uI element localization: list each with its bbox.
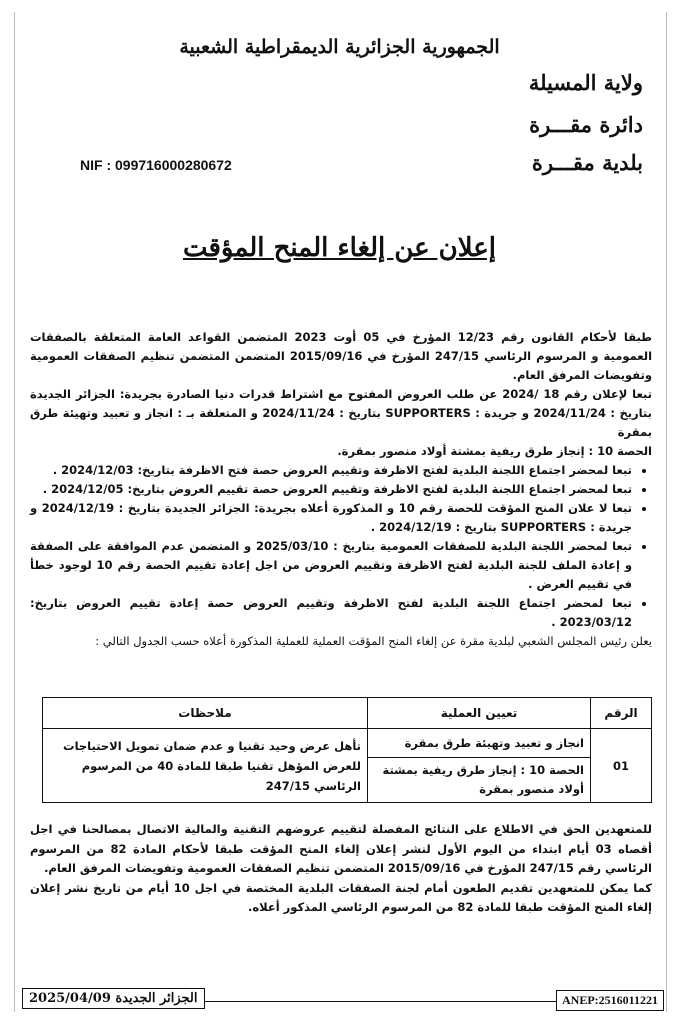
col-number-header: الرقم (591, 698, 652, 729)
newspaper-date-box (22, 988, 205, 1009)
closing-text (30, 820, 652, 918)
row-number: 01 (591, 729, 652, 803)
procedure-item: • تبعا لمحضر اجتماع اللجنة البلدية لفتح الاظرفة وتقييم العروض حصة إعادة تقييم العروض بتاريخ: 2023/03/12 . (30, 594, 632, 632)
table-header-row (43, 698, 652, 729)
row-remarks: تأهل عرض وحيد تقنيا و عدم ضمان تمويل الاحتياجات للعرض المؤهل تقنيا طبقا للمادة 40 من المرسوم الرئاسي 247/15 (43, 729, 368, 803)
procedure-item: • تبعا لمحضر اجتماع اللجنة البلدية لفتح الاظرفة وتقييم العروض حصة فتح الاظرفة بتاريخ: 2024/12/03 . (30, 461, 632, 480)
procedure-item: • تبعا لمحضر اجتماع اللجنة البلدية لفتح الاظرفة وتقييم العروض حصة تقييم العروض بتاريخ: 2024/12/05 . (30, 480, 632, 499)
operation-title: انجاز و تعبيد وتهيئة طرق بمقرة (368, 729, 591, 758)
appeal-paragraph: كما يمكن للمتعهدين تقديم الطعون أمام لجنة الصفقات البلدية المختصة في اجل 10 أيام من تاريخ نشر إعلان إلغاء المنح المؤقت طبقا للمادة 82 من المرسوم الرئاسي المذكور أعلاه. (30, 880, 652, 914)
republic-heading: الجمهورية الجزائرية الديمقراطية الشعبية (179, 36, 500, 58)
procedure-item: • تبعا لا علان المنح المؤقت للحصة رقم 10 و المذكورة أعلاه بجريدة: الجزائر الجديدة بتاريخ : 2024/12/19 و جريدة : SUPPORTERS بتاريخ : 2024/12/19 . (30, 499, 632, 537)
announcement-title: إعلان عن إلغاء المنح المؤقت (182, 233, 497, 263)
legal-basis-paragraph: طبقا لأحكام القانون رقم 12/23 المؤرخ في 05 أوت 2023 المتضمن القواعد العامة المتعلقة بالصفقات العمومية و المرسوم الرئاسي 247/15 المؤرخ في 2015/09/16 المتضمن المتضمن تنظيم الصفقات العمومية وتفويضات المرفق العام. (30, 330, 653, 382)
operation-lot: الحصة 10 : إنجاز طرق ريفية بمشتة أولاد منصور بمقرة (368, 758, 591, 803)
procedure-list (30, 461, 652, 632)
daira-label: دائرة مقـــرة (529, 112, 643, 137)
anep-reference: ANEP:2516011221 (556, 990, 664, 1011)
col-operation-header: تعيين العملية (368, 698, 591, 729)
procedure-item: • تبعا لمحضر اللجنة البلدية للصفقات العمومية بتاريخ : 2025/03/10 و المتضمن عدم الموافقة على الصفقة و إعادة الملف للجنة البلدية لفتح الاظرفة وتقييم العروض من اجل إعادة تقييم الحصة رقم 10 لوجود خطأ في تقييم العرض . (30, 537, 632, 594)
col-remarks-header: ملاحظات (43, 698, 368, 729)
baladia-label: بلدية مقـــرة (531, 150, 643, 175)
footer-date: 2025/04/09 (29, 991, 111, 1006)
results-consultation-paragraph: للمتعهدين الحق في الاطلاع على النتائج المفصلة لتقييم عروضهم التقنية والمالية الاتصال بمصالحنا في اجل أقصاه 03 أيام ابتداء من اليوم الأول لنشر إعلان إلغاء المنح المؤقت طبقا لأحكام المادة 82 من المرسوم الرئاسي رقم 247/15 المؤرخ في 2015/09/16 المتضمن تنظيم الصفقات العمومية وتفويضات المرفق العام. (30, 822, 652, 875)
nif-number: NIF : 099716000280672 (80, 157, 232, 173)
cancellation-table (42, 697, 652, 803)
tender-reference-paragraph: تبعا لإعلان رقم 18 /2024 عن طلب العروض المفتوح مع اشتراط قدرات دنيا الصادرة بجريدة: الجزائر الجديدة بتاريخ : 2024/11/24 و جريدة : SUPPORTERS بتاريخ : 2024/11/24 و المتعلقة بـ : انجاز و تعبيد وتهيئة طرق بمقرة (30, 387, 653, 439)
footer-newspaper: الجزائر الجديدة (115, 991, 198, 1006)
announcement-body (30, 328, 652, 651)
table-row (43, 729, 652, 758)
wilaya-label: ولاية المسيلة (528, 70, 643, 95)
table-intro: يعلن رئيس المجلس الشعبي لبلدية مقرة عن إلغاء المنح المؤقت العملية للعملية المذكورة أعلاه حسب الجدول التالي : (95, 634, 652, 648)
lot-paragraph: الحصة 10 : إنجاز طرق ريفية بمشتة أولاد منصور بمقرة. (337, 444, 652, 458)
